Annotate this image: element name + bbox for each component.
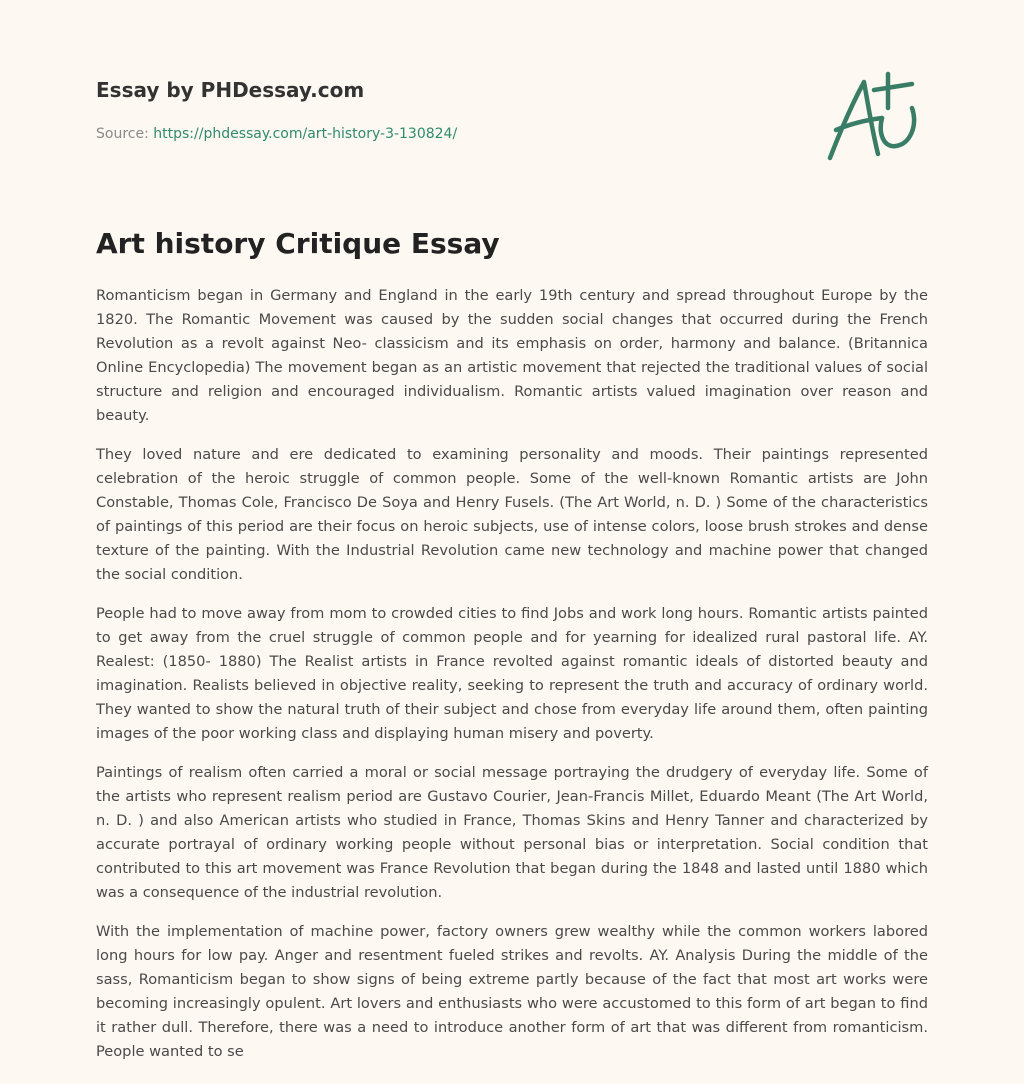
- essay-paragraph: Romanticism began in Germany and England in the early 19th century and spread throughout Europe by the 1820. The Romantic Movement was caused by the sudden social changes that occurred during the French Revolution as a revolt against Neo- classicism and its emphasis on order, harmony and balance. (Britannica Online Encyclopedia) The movement began as an artistic movement that rejected the traditional values of social structure and religion and encouraged individualism. Romantic artists valued imagination over reason and beauty.: [96, 287, 928, 424]
- a-plus-logo-icon: [822, 68, 926, 164]
- essay-paragraph: They loved nature and ere dedicated to examining personality and moods. Their paintings represented celebration of the heroic struggle of common people. Some of the well-known Romantic artists are John Constable, Thomas Cole, Francisco De Soya and Henry Fusels. (The Art World, n. D. ) Some of the characteristics of paintings of this period are their focus on heroic subjects, use of intense colors, loose brush strokes and dense texture of the painting. With the Industrial Revolution came new technology and machine power that changed the social condition.: [96, 446, 928, 583]
- essay-title: Art history Critique Essay: [96, 227, 500, 260]
- essay-paragraph: People had to move away from mom to crowded cities to find Jobs and work long hours. Romantic artists painted to get away from the cruel struggle of common people and for yearning for idealized rural pastoral life. AY. Realest: (1850- 1880) The Realist artists in France revolted against romantic ideals of distorted beauty and imagination. Realists believed in objective reality, seeking to represent the truth and accuracy of ordinary world. They wanted to show the natural truth of their subject and chose from everyday life around them, often painting images of the poor working class and displaying human misery and poverty.: [96, 605, 928, 742]
- source-link[interactable]: https://phdessay.com/art-history-3-130824/: [153, 126, 458, 142]
- essay-body: [96, 284, 928, 1079]
- site-title: Essay by PHDessay.com: [96, 78, 365, 102]
- document-header: [96, 76, 796, 144]
- essay-paragraph: With the implementation of machine power, factory owners grew wealthy while the common workers labored long hours for low pay. Anger and resentment fueled strikes and revolts. AY. Analysis During the middle of the sass, Romanticism began to show signs of being extreme partly because of the fact that most art works were becoming increasingly opulent. Art lovers and enthusiasts who were accustomed to this form of art began to find it rather dull. Therefore, there was a need to introduce another form of art that was different from romanticism. People wanted to se: [96, 923, 928, 1060]
- essay-paragraph: Paintings of realism often carried a moral or social message portraying the drudgery of everyday life. Some of the artists who represent realism period are Gustavo Courier, Jean-Francis Millet, Eduardo Meant (The Art World, n. D. ) and also American artists who studied in France, Thomas Skins and Henry Tanner and characterized by accurate portrayal of ordinary working people without personal bias or interpretation. Social condition that contributed to this art movement was France Revolution that began during the 1848 and lasted until 1880 which was a consequence of the industrial revolution.: [96, 764, 928, 901]
- source-line: [96, 124, 796, 144]
- source-label: Source:: [96, 126, 149, 142]
